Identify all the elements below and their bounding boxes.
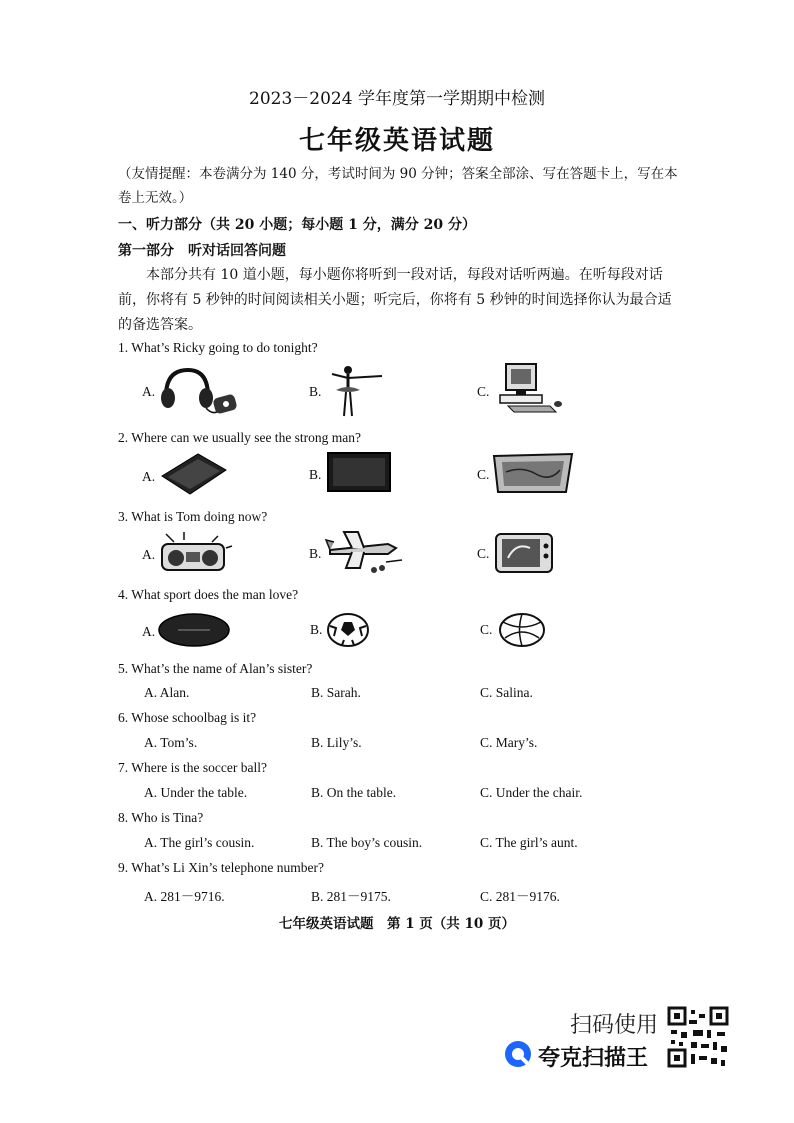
qr-code-icon [667, 1006, 729, 1072]
question-1: 1. What’s Ricky going to do tonight? [118, 340, 318, 355]
rugby-ball-icon [158, 612, 230, 652]
question-8: 8. Who is Tina? [118, 810, 204, 825]
q6-option-b: B. Lily’s. [311, 735, 362, 750]
question-5: 5. What’s the name of Alan’s sister? [118, 661, 313, 676]
toy-plane-icon [324, 528, 406, 580]
q5-option-a: A. Alan. [144, 685, 190, 700]
question-4: 4. What sport does the man love? [118, 587, 299, 602]
q8-option-c: C. The girl’s aunt. [480, 835, 578, 850]
q9-option-a: A. 281－9716. [144, 889, 225, 904]
q1-option-b-label: B. [309, 384, 322, 399]
exam-title: 2023－2024 学年度第一学期期中检测 [249, 89, 545, 109]
scanner-brand: 夸克扫描王 [538, 1046, 649, 1071]
quark-logo-icon [504, 1040, 532, 1072]
q8-option-b: B. The boy’s cousin. [311, 835, 423, 850]
question-9: 9. What’s Li Xin’s telephone number? [118, 860, 324, 875]
q2-option-b-label: B. [309, 467, 322, 482]
q7-option-a: A. Under the table. [144, 785, 248, 800]
ballet-dancer-icon [326, 364, 386, 424]
headphones-and-mp3-player-icon [158, 366, 240, 422]
question-3: 3. What is Tom doing now? [118, 509, 268, 524]
exam-note: （友情提醒：本卷满分为 140 分，考试时间为 90 分钟；答案全部涂、写在答题卡上，写在本卷上无效。） [118, 166, 678, 206]
q1-option-c-label: C. [477, 384, 490, 399]
black-screen-icon [327, 452, 391, 496]
q1-option-a-label: A. [142, 384, 156, 399]
q4-option-c-label: C. [480, 622, 493, 637]
page-footer: 七年级英语试题 第 1 页（共 10 页） [279, 916, 515, 932]
q2-option-a-label: A. [142, 469, 156, 484]
section-heading: 一、听力部分（共 20 小题；每小题 1 分，满分 20 分） [118, 217, 476, 233]
q5-option-b: B. Sarah. [311, 685, 361, 700]
part-heading: 第一部分 听对话回答问题 [118, 243, 286, 259]
volleyball-icon [497, 612, 547, 652]
q3-option-c-label: C. [477, 546, 490, 561]
q7-option-c: C. Under the chair. [480, 785, 583, 800]
q5-option-c: C. Salina. [480, 685, 533, 700]
dark-carpet-icon [158, 452, 228, 500]
q4-option-a-label: A. [142, 624, 156, 639]
q9-option-b: B. 281－9175. [311, 889, 391, 904]
q6-option-c: C. Mary’s. [480, 735, 538, 750]
instructions: 本部分共有 10 道小题，每小题你将听到一段对话，每段对话听两遍。在听每段对话前，你将有 5 秒钟的时间阅读相关小题；听完后，你将有 5 秒钟的时间选择你认为最合适的备选答案。 [118, 267, 672, 333]
subject-title: 七年级英语试题 [298, 126, 495, 156]
q3-option-b-label: B. [309, 546, 322, 561]
q3-option-a-label: A. [142, 547, 156, 562]
soccer-ball-icon [326, 612, 370, 652]
television-icon [494, 528, 556, 578]
q8-option-a: A. The girl’s cousin. [144, 835, 255, 850]
question-2: 2. Where can we usually see the strong man? [118, 430, 362, 445]
scan-to-use-text: 扫码使用 [570, 1013, 659, 1038]
q9-option-c: C. 281－9176. [480, 889, 560, 904]
q4-option-b-label: B. [310, 622, 323, 637]
framed-picture-icon [492, 452, 574, 498]
q7-option-b: B. On the table. [311, 785, 397, 800]
q6-option-a: A. Tom’s. [144, 735, 198, 750]
radio-icon [156, 530, 236, 578]
question-6: 6. Whose schoolbag is it? [118, 710, 257, 725]
q2-option-c-label: C. [477, 467, 490, 482]
computer-icon [494, 362, 564, 418]
question-7: 7. Where is the soccer ball? [118, 760, 267, 775]
